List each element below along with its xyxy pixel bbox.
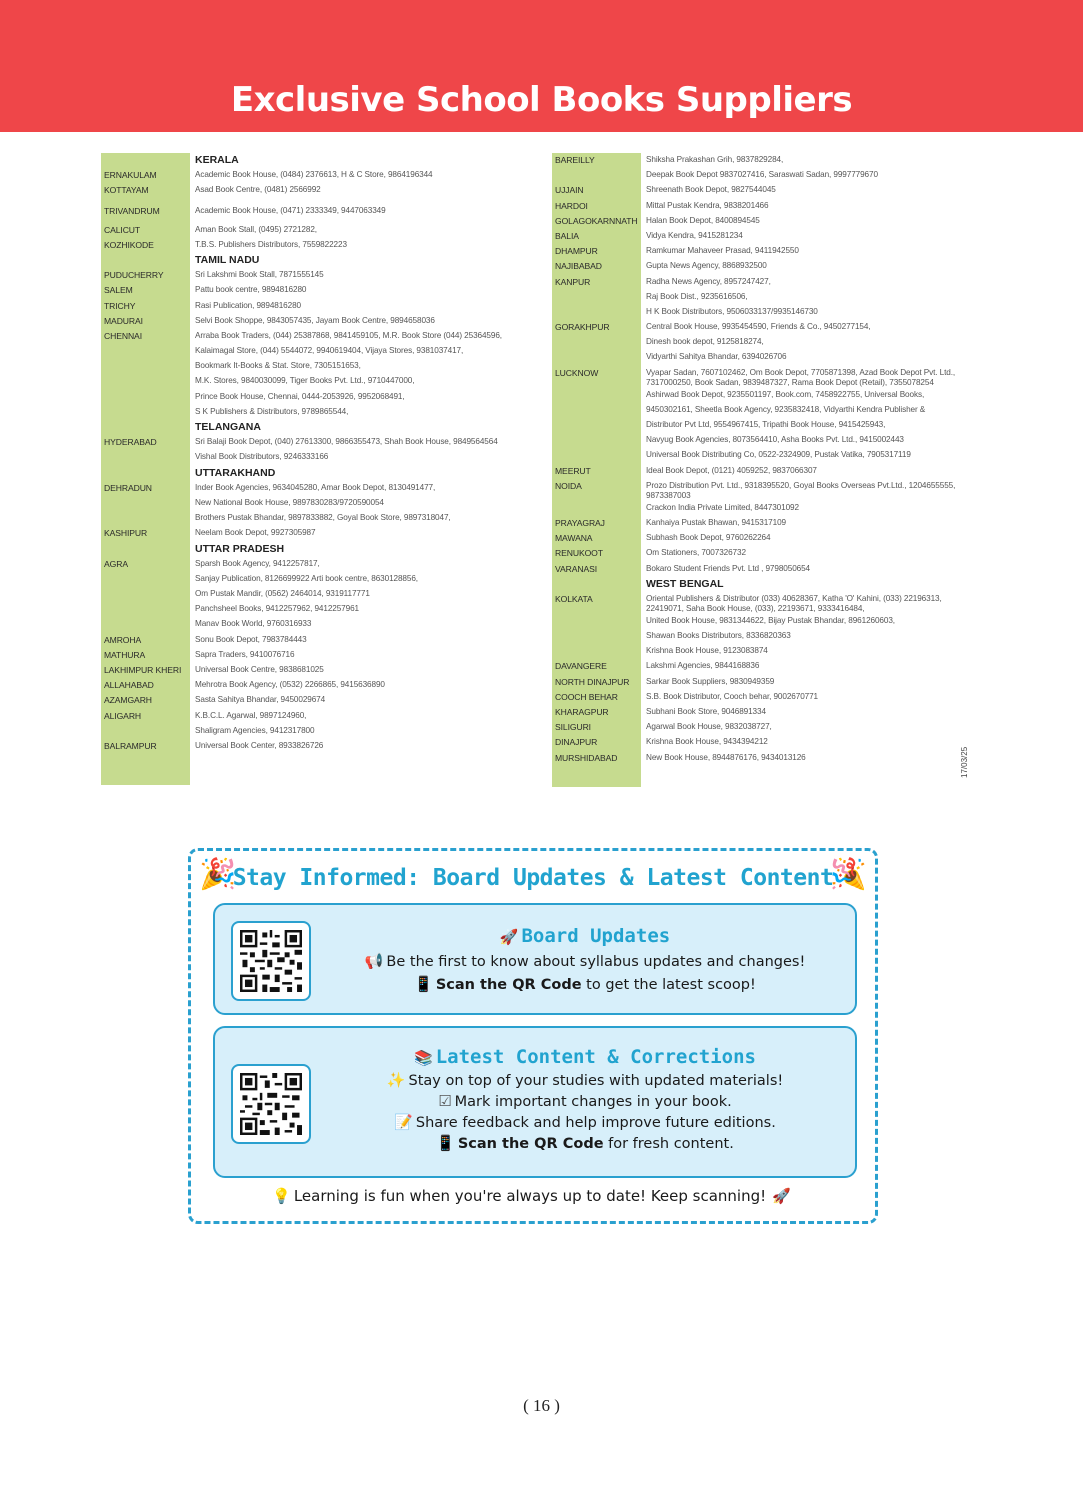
state-heading-row [552, 577, 972, 592]
supplier-row [552, 531, 972, 546]
megaphone-icon: 📢 [364, 952, 384, 970]
city-name: TRICHY [104, 300, 136, 311]
supplier-row [101, 329, 521, 344]
state-heading-row [101, 153, 521, 168]
city-name: DEHRADUN [104, 482, 152, 493]
city-name [101, 420, 190, 435]
supplier-row [101, 199, 521, 223]
city-name: VARANASI [555, 563, 598, 574]
supplier-row [101, 435, 521, 450]
supplier-details: Deepak Book Depot 9837027416, Saraswati Sadan, 9997779670 [646, 170, 878, 180]
supplier-details: Om Stationers, 7007326732 [646, 548, 746, 558]
latest-content-line3: Share feedback and help improve future editions. [415, 1115, 776, 1131]
supplier-row [552, 751, 972, 766]
supplier-details: Pattu book centre, 9894816280 [195, 285, 307, 295]
city-name: HYDERABAD [104, 437, 157, 448]
scan-qr-rest: for fresh content. [603, 1136, 734, 1152]
suppliers-column-left [101, 153, 521, 754]
supplier-details: Mittal Pustak Kendra, 9838201466 [646, 200, 769, 210]
supplier-row [552, 335, 972, 350]
city-name: RENUKOOT [555, 548, 603, 559]
supplier-row [101, 526, 521, 541]
supplier-row [101, 268, 521, 283]
page-number: ( 16 ) [523, 1396, 560, 1415]
supplier-row [552, 675, 972, 690]
supplier-details: Vidyarthi Sahitya Bhandar, 6394026706 [646, 352, 787, 362]
supplier-details: Arraba Book Traders, (044) 25387868, 9841459105, M.R. Book Store (044) 25364596, [195, 330, 502, 340]
supplier-details: Shawan Books Distributors, 8336820363 [646, 631, 791, 641]
city-name [101, 390, 190, 405]
state-heading: TELANGANA [195, 421, 261, 433]
city-name: BALRAMPUR [104, 740, 157, 751]
memo-icon: 📝 [394, 1113, 413, 1131]
supplier-row [101, 238, 521, 253]
city-name [101, 587, 190, 602]
supplier-row [552, 659, 972, 674]
city-name [552, 448, 641, 463]
supplier-details: Vyapar Sadan, 7607102462, Om Book Depot, 7705871398, Azad Book Depot Pvt. Ltd., 7317000250, Book Sadan, 9839487327, Rama Book Depot (Retail), 7355078254 [646, 367, 956, 387]
city-name: CALICUT [104, 224, 141, 235]
supplier-row [552, 644, 972, 659]
city-name: ALLAHABAD [104, 680, 154, 691]
board-updates-heading: Board Updates [521, 925, 671, 947]
city-name: MATHURA [104, 649, 146, 660]
supplier-details: H K Book Distributors, 9506033137/9935146730 [646, 306, 818, 316]
city-name [101, 450, 190, 465]
supplier-row [552, 546, 972, 561]
city-name [101, 496, 190, 511]
supplier-details: Oriental Publishers & Distributor (033) 40628367, Katha 'O' Kahini, (033) 22196313, 22419071, Saha Book House, (033), 22193671, 9333416484, [646, 593, 942, 613]
city-name: GORAKHPUR [555, 322, 610, 333]
city-name: BALIA [555, 230, 579, 241]
city-name [552, 629, 641, 644]
state-heading-row [101, 420, 521, 435]
supplier-details: K.B.C.L. Agarwal, 9897124960, [195, 710, 307, 720]
latest-content-line1: Stay on top of your studies with updated materials! [408, 1073, 784, 1089]
party-popper-icon: 🎉 [829, 858, 867, 891]
supplier-details: Ramkumar Mahaveer Prasad, 9411942550 [646, 246, 799, 256]
board-updates-card [213, 903, 857, 1015]
city-name: LUCKNOW [555, 367, 599, 378]
supplier-details: Universal Book Centre, 9838681025 [195, 665, 324, 674]
supplier-row [552, 388, 972, 403]
supplier-details: Ashirwad Book Depot, 9235501197, Book.com, 7458922755, Universal Books, [646, 389, 925, 399]
supplier-details: Raj Book Dist., 9235616506, [646, 291, 748, 301]
city-name: MURSHIDABAD [555, 752, 618, 763]
supplier-details: M.K. Stores, 9840030099, Tiger Books Pvt. Ltd., 9710447000, [195, 376, 415, 386]
supplier-details: Subhash Book Depot, 9760262264 [646, 533, 771, 543]
city-name: KOTTAYAM [104, 185, 149, 196]
supplier-row [101, 496, 521, 511]
date-stamp: 17/03/25 [960, 746, 969, 778]
city-name: KASHIPUR [104, 528, 148, 539]
supplier-details: S K Publishers & Distributors, 9789865544, [195, 406, 349, 416]
latest-content-content [315, 1028, 855, 1152]
supplier-row [552, 448, 972, 463]
supplier-details: Halan Book Depot, 8400894545 [646, 215, 760, 225]
info-footer [191, 1187, 875, 1205]
page-title: Exclusive School Books Suppliers [230, 80, 853, 120]
city-name [101, 572, 190, 587]
supplier-details: New Book House, 8944876176, 9434013126 [646, 752, 806, 762]
supplier-details: Asad Book Centre, (0481) 2566992 [195, 185, 321, 195]
supplier-row [101, 283, 521, 298]
city-name: PUDUCHERRY [104, 270, 164, 281]
supplier-row [552, 562, 972, 577]
qr-code-icon [240, 1073, 302, 1135]
supplier-row [552, 464, 972, 479]
state-heading: UTTARAKHAND [195, 466, 276, 479]
city-name: KANPUR [555, 276, 591, 287]
supplier-row [552, 275, 972, 290]
city-name [552, 388, 641, 403]
city-name [552, 335, 641, 350]
supplier-row [101, 587, 521, 602]
party-popper-icon: 🎉 [199, 858, 237, 891]
city-name [552, 577, 641, 592]
supplier-row [101, 344, 521, 359]
city-name: SILIGURI [555, 722, 591, 733]
city-name [552, 350, 641, 365]
supplier-row [552, 516, 972, 531]
city-name [552, 614, 641, 629]
supplier-row [552, 614, 972, 629]
city-name [101, 602, 190, 617]
city-name: ALIGARH [104, 710, 142, 721]
supplier-row [552, 418, 972, 433]
supplier-details: Panchsheel Books, 9412257962, 9412257961 [195, 604, 359, 614]
scan-qr-text: Scan the QR Code [435, 977, 582, 993]
city-name: AGRA [104, 558, 128, 569]
city-name: NAJIBABAD [555, 261, 602, 272]
latest-content-line2: Mark important changes in your book. [454, 1094, 732, 1110]
state-heading-row [101, 542, 521, 557]
supplier-row [101, 374, 521, 389]
supplier-row [552, 229, 972, 244]
supplier-row [552, 259, 972, 274]
supplier-row [552, 290, 972, 305]
city-name: COOCH BEHAR [555, 691, 618, 702]
supplier-list-right [552, 153, 972, 766]
supplier-list-left [101, 153, 521, 754]
supplier-details: Shreenath Book Depot, 9827544045 [646, 185, 776, 195]
supplier-details: Vishal Book Distributors, 9246333166 [195, 452, 329, 462]
city-name [552, 501, 641, 516]
city-name: HARDOI [555, 200, 588, 211]
header-banner [0, 0, 1083, 132]
city-name: NORTH DINAJPUR [555, 676, 630, 687]
state-heading: KERALA [195, 154, 239, 166]
supplier-details: Sri Lakshmi Book Stall, 7871555145 [195, 270, 324, 280]
phone-icon: 📱 [414, 975, 433, 993]
supplier-row [101, 359, 521, 374]
supplier-row [552, 350, 972, 365]
supplier-details: Prince Book House, Chennai, 0444-2053926, 9952068491, [195, 391, 405, 401]
latest-content-card [213, 1026, 857, 1178]
supplier-details: Shaligram Agencies, 9412317800 [195, 725, 315, 735]
supplier-details: United Book House, 9831344622, Bijay Pustak Bhandar, 8961260603, [646, 615, 895, 625]
city-name [101, 542, 190, 557]
lightbulb-icon: 💡 [272, 1187, 291, 1205]
city-name [101, 374, 190, 389]
city-name: MADURAI [104, 315, 143, 326]
sparkle-icon: ✨ [386, 1071, 406, 1089]
supplier-row [101, 678, 521, 693]
state-heading: WEST BENGAL [646, 577, 724, 590]
suppliers-column-right [552, 153, 972, 766]
stay-informed-box [188, 848, 878, 1224]
qr-code-icon [240, 930, 302, 992]
supplier-row [552, 403, 972, 418]
city-name: MAWANA [555, 533, 593, 544]
supplier-row [101, 602, 521, 617]
supplier-details: Crackon India Private Limited, 8447301092 [646, 502, 799, 512]
supplier-details: Selvi Book Shoppe, 9843057435, Jayam Book Centre, 9894658036 [195, 315, 435, 325]
supplier-details: Universal Book Distributing Co, 0522-2324909, Pustak Vatika, 7905317119 [646, 450, 911, 460]
supplier-details: Om Pustak Mandir, (0562) 2464014, 9319117771 [195, 589, 370, 599]
supplier-row [101, 693, 521, 708]
supplier-row [101, 663, 521, 678]
supplier-row [101, 183, 521, 198]
city-name [101, 153, 190, 168]
books-icon: 📚 [414, 1049, 433, 1067]
supplier-details: Navyug Book Agencies, 8073564410, Asha Books Pvt. Ltd., 9415002443 [646, 435, 904, 445]
checkbox-icon: ☑ [438, 1092, 452, 1110]
state-heading: TAMIL NADU [195, 253, 260, 266]
supplier-details: Bookmark It-Books & Stat. Store, 7305151653, [195, 361, 361, 371]
supplier-details: 9450302161, Sheetla Book Agency, 9235832418, Vidyarthi Kendra Publisher & [646, 404, 926, 414]
supplier-row [552, 705, 972, 720]
supplier-details: Rasi Publication, 9894816280 [195, 300, 301, 310]
supplier-details: Lakshmi Agencies, 9844168836 [646, 661, 760, 671]
supplier-row [101, 450, 521, 465]
supplier-details: Prozo Distribution Pvt. Ltd., 9318395520, Goyal Books Overseas Pvt.Ltd., 1204655555, 9873387003 [646, 480, 956, 500]
latest-content-heading: Latest Content & Corrections [435, 1046, 756, 1068]
supplier-details: Mehrotra Book Agency, (0532) 2266865, 9415636890 [195, 680, 385, 690]
supplier-details: Radha News Agency, 8957247427, [646, 276, 771, 286]
supplier-details: Kalaimagal Store, (044) 5544072, 9940619404, Vijaya Stores, 9381037417, [195, 346, 464, 356]
supplier-row [101, 299, 521, 314]
supplier-row [552, 501, 972, 516]
city-name: TRIVANDRUM [104, 205, 160, 216]
scan-qr-text: Scan the QR Code [457, 1136, 604, 1152]
city-name [552, 305, 641, 320]
state-heading-row [101, 253, 521, 268]
supplier-row [552, 199, 972, 214]
supplier-row [552, 168, 972, 183]
city-name: PRAYAGRAJ [555, 517, 605, 528]
qr-code[interactable] [231, 1064, 311, 1144]
supplier-row [101, 223, 521, 238]
city-name: KOZHIKODE [104, 239, 154, 250]
supplier-row [552, 183, 972, 198]
supplier-row [552, 153, 972, 168]
rocket-icon: 🚀 [772, 1187, 791, 1205]
supplier-details: Inder Book Agencies, 9634045280, Amar Book Depot, 8130491477, [195, 482, 436, 492]
supplier-row [552, 629, 972, 644]
city-name: CHENNAI [104, 330, 142, 341]
city-name: DINAJPUR [555, 737, 598, 748]
city-name [101, 253, 190, 268]
supplier-row [101, 168, 521, 183]
supplier-row [101, 511, 521, 526]
supplier-row [101, 481, 521, 496]
city-name [552, 433, 641, 448]
supplier-details: Academic Book House, (0471) 2333349, 9447063349 [195, 205, 386, 215]
state-heading: UTTAR PRADESH [195, 542, 285, 555]
city-name [552, 403, 641, 418]
city-name: GOLAGOKARNNATH [555, 215, 638, 226]
city-name: SALEM [104, 285, 133, 296]
supplier-row [552, 320, 972, 335]
supplier-details: Gupta News Agency, 8868932500 [646, 261, 767, 271]
supplier-details: Aman Book Stall, (0495) 2721282, [195, 224, 317, 234]
supplier-row [552, 433, 972, 448]
supplier-row [552, 735, 972, 750]
supplier-details: Agarwal Book House, 9832038727, [646, 722, 772, 732]
supplier-row [552, 720, 972, 735]
phone-icon: 📱 [436, 1134, 455, 1152]
supplier-details: Distributor Pvt Ltd, 9554967415, Tripathi Book House, 9415425943, [646, 420, 886, 429]
supplier-details: New National Book House, 9897830283/9720590054 [195, 497, 384, 507]
supplier-details: Sarkar Book Suppliers, 9830949359 [646, 676, 775, 686]
state-heading-row [101, 466, 521, 481]
supplier-row [552, 305, 972, 320]
supplier-row [101, 739, 521, 754]
city-name: UJJAIN [555, 185, 584, 196]
city-name [101, 511, 190, 526]
supplier-details: Sasta Sahitya Bhandar, 9450029674 [195, 695, 326, 705]
supplier-details: Brothers Pustak Bhandar, 9897833882, Goyal Book Store, 9897318047, [195, 513, 451, 523]
city-name: MEERUT [555, 465, 591, 476]
city-name [101, 466, 190, 481]
supplier-row [101, 617, 521, 632]
city-name: KHARAGPUR [555, 707, 609, 717]
supplier-row [552, 592, 972, 614]
supplier-details: Sanjay Publication, 8126699922 Arti book centre, 8630128856, [195, 573, 418, 583]
supplier-details: Academic Book House, (0484) 2376613, H & C Store, 9864196344 [195, 170, 433, 180]
supplier-row [552, 244, 972, 259]
city-name: KOLKATA [555, 593, 593, 604]
supplier-details: Dinesh book depot, 9125818274, [646, 337, 764, 347]
info-footer-text: Learning is fun when you're always up to date! Keep scanning! [293, 1187, 767, 1205]
city-name: ERNAKULAM [104, 170, 157, 181]
supplier-details: Sparsh Book Agency, 9412257817, [195, 558, 320, 568]
city-name [552, 290, 641, 305]
city-name [552, 644, 641, 659]
city-name: DHAMPUR [555, 246, 598, 257]
city-name [101, 344, 190, 359]
city-name [101, 405, 190, 420]
supplier-row [552, 479, 972, 501]
city-name: AZAMGARH [104, 695, 152, 706]
supplier-details: Subhani Book Store, 9046891334 [646, 707, 766, 716]
qr-code[interactable] [231, 921, 311, 1001]
supplier-details: Sapra Traders, 9410076716 [195, 649, 295, 659]
city-name [552, 168, 641, 183]
supplier-details: Central Book House, 9935454590, Friends & Co., 9450277154, [646, 322, 871, 332]
supplier-details: Ideal Book Depot, (0121) 4059252, 9837066307 [646, 465, 817, 475]
supplier-row [552, 214, 972, 229]
city-name: BAREILLY [555, 155, 595, 165]
supplier-row [101, 648, 521, 663]
supplier-details: Sri Balaji Book Depot, (040) 27613300, 9866355473, Shah Book House, 9849564564 [195, 437, 498, 447]
supplier-details: T.B.S. Publishers Distributors, 7559822223 [195, 239, 347, 249]
scan-qr-rest: to get the latest scoop! [581, 977, 756, 993]
supplier-row [101, 572, 521, 587]
supplier-row [101, 390, 521, 405]
supplier-row [101, 633, 521, 648]
info-title: Stay Informed: Board Updates & Latest Content [232, 865, 834, 891]
city-name: DAVANGERE [555, 661, 607, 672]
supplier-details: Sonu Book Depot, 7983784443 [195, 634, 307, 644]
supplier-row [101, 724, 521, 739]
supplier-row [101, 557, 521, 572]
city-name: AMROHA [104, 634, 142, 645]
city-name: NOIDA [555, 480, 582, 491]
supplier-details: S.B. Book Distributor, Cooch behar, 9002670771 [646, 691, 819, 701]
supplier-details: Krishna Book House, 9434394212 [646, 737, 768, 747]
supplier-details: Neelam Book Depot, 9927305987 [195, 528, 316, 538]
city-name: LAKHIMPUR KHERI [104, 665, 182, 675]
supplier-details: Manav Book World, 9760316933 [195, 619, 312, 629]
city-name [552, 418, 641, 433]
board-updates-line: Be the first to know about syllabus updates and changes! [386, 954, 806, 970]
city-name [101, 359, 190, 374]
supplier-row [101, 709, 521, 724]
supplier-details: Kanhaiya Pustak Bhawan, 9415317109 [646, 517, 786, 527]
supplier-details: Shiksha Prakashan Grih, 9837829284, [646, 155, 784, 164]
rocket-icon: 🚀 [499, 928, 519, 946]
supplier-row [101, 405, 521, 420]
board-updates-content [315, 905, 855, 993]
supplier-details: Bokaro Student Friends Pvt. Ltd , 9798050654 [646, 563, 811, 573]
city-name [101, 617, 190, 632]
supplier-details: Vidya Kendra, 9415281234 [646, 230, 743, 240]
supplier-details: Universal Book Center, 8933826726 [195, 740, 324, 750]
supplier-row [101, 314, 521, 329]
supplier-row [552, 366, 972, 388]
city-name [101, 724, 190, 739]
supplier-row [552, 690, 972, 705]
supplier-details: Krishna Book House, 9123083874 [646, 646, 768, 656]
